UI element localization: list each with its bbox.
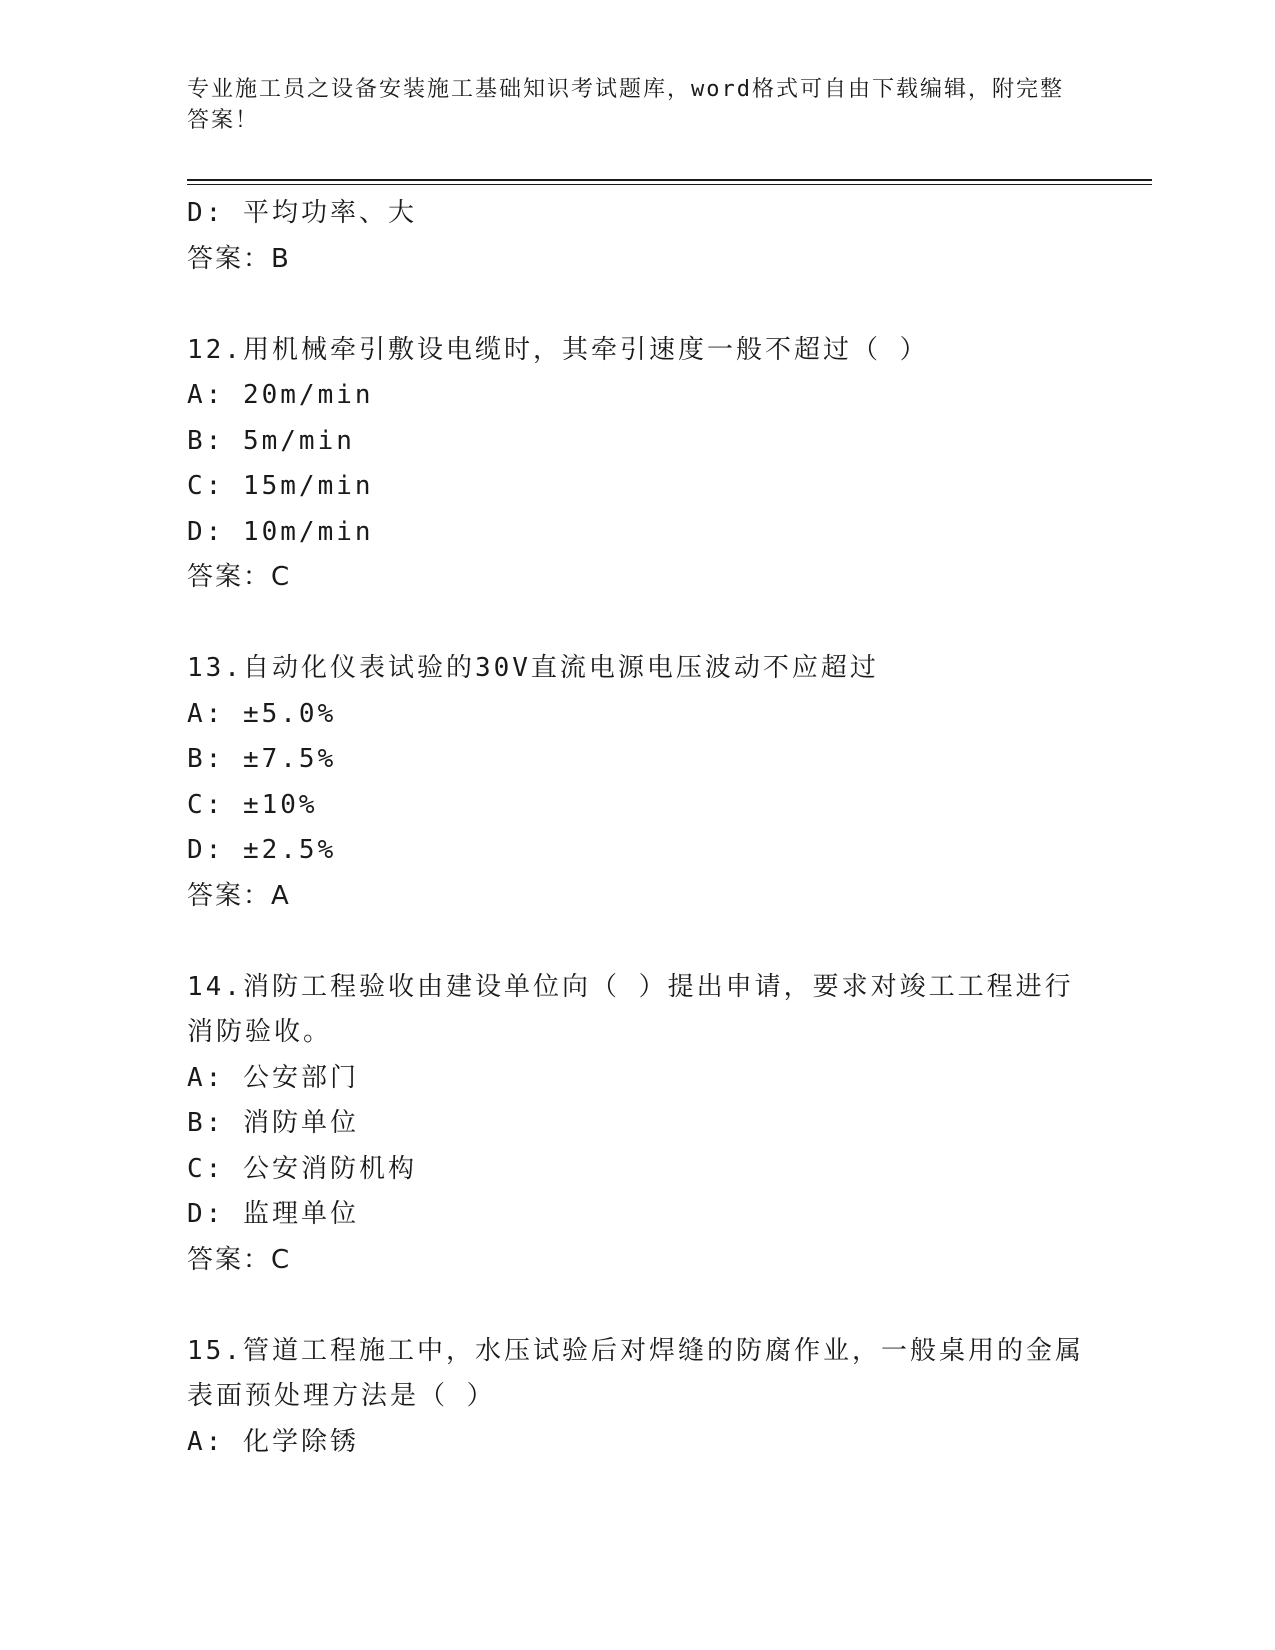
- option-a: A: 化学除锈: [187, 1426, 359, 1457]
- question-text: 13.自动化仪表试验的30V直流电源电压波动不应超过: [187, 653, 879, 683]
- option-b: B: 5m/min: [187, 425, 355, 456]
- option-d: D: 10m/min: [187, 516, 374, 547]
- answer-line: 答案：C: [187, 1244, 292, 1275]
- option-a: A: ±5.0%: [187, 698, 337, 729]
- option-b: B: ±7.5%: [187, 744, 337, 774]
- option-b: B: 消防单位: [187, 1108, 359, 1138]
- option-d: D: 监理单位: [187, 1199, 359, 1229]
- option-d: D: 平均功率、大: [187, 198, 417, 228]
- question-block-13: [187, 646, 1087, 919]
- question-block-15: [187, 1329, 1087, 1466]
- question-text: 14.消防工程验收由建设单位向（ ）提出申请，要求对竣工工程进行消防验收。: [187, 971, 1074, 1047]
- option-c: C: 公安消防机构: [187, 1153, 417, 1184]
- option-c: C: ±10%: [187, 789, 318, 820]
- option-a: A: 公安部门: [187, 1062, 359, 1093]
- spacer: [187, 919, 1087, 965]
- question-block-11: [187, 191, 1087, 282]
- option-d: D: ±2.5%: [187, 835, 337, 865]
- question-text: 15.管道工程施工中，水压试验后对焊缝的防腐作业，一般桌用的金属表面预处理方法是（ ）: [187, 1335, 1084, 1411]
- spacer: [187, 601, 1087, 647]
- header-rule-thick: [187, 179, 1152, 181]
- spacer: [187, 1283, 1087, 1329]
- option-a: A: 20m/min: [187, 380, 374, 410]
- question-block-12: [187, 328, 1087, 601]
- question-text: 12.用机械牵引敷设电缆时，其牵引速度一般不超过（ ）: [187, 334, 929, 365]
- answer-line: 答案：A: [187, 880, 291, 911]
- spacer: [187, 282, 1087, 328]
- header-rule-thin: [187, 184, 1152, 185]
- answer-line: 答案：C: [187, 562, 292, 592]
- page-header: [187, 74, 1087, 136]
- question-list: [187, 191, 1087, 1465]
- header-title: 专业施工员之设备安装施工基础知识考试题库，word格式可自由下载编辑，附完整答案！: [187, 77, 1064, 133]
- option-c: C: 15m/min: [187, 471, 374, 501]
- question-block-14: [187, 965, 1087, 1284]
- answer-line: 答案：B: [187, 243, 291, 274]
